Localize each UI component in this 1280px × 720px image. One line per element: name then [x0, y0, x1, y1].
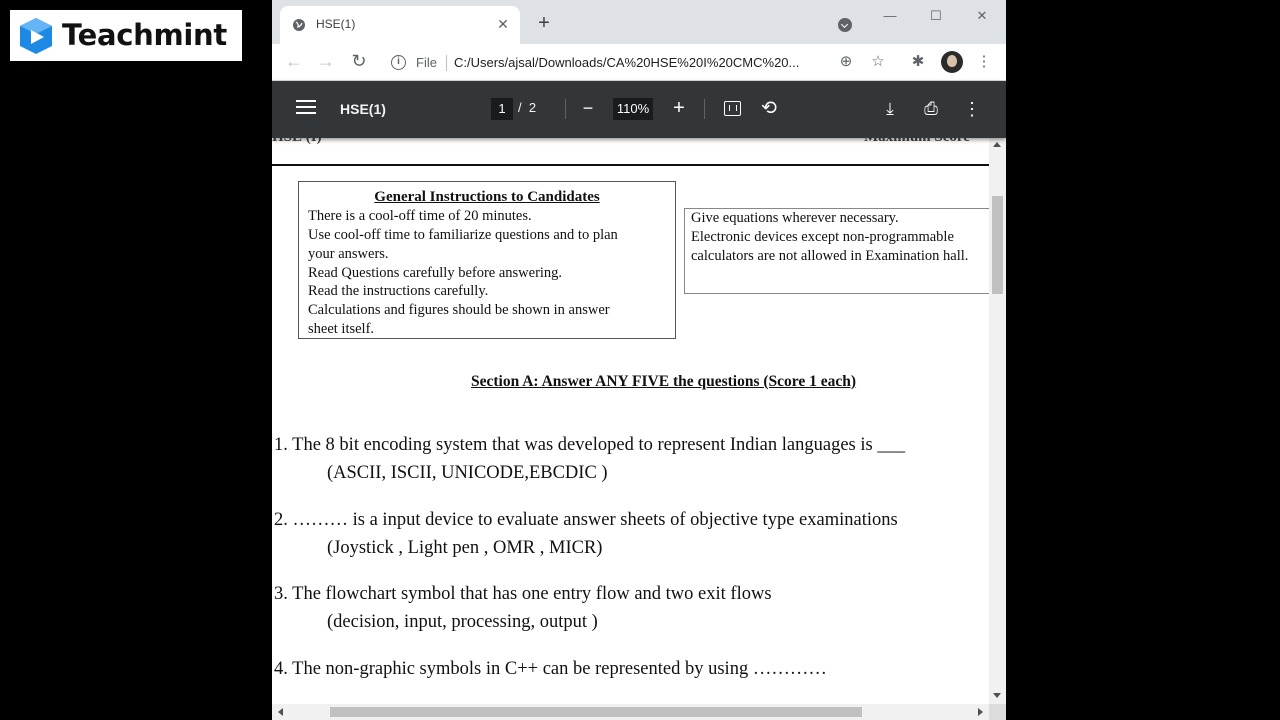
teachmint-logo-text: Teachmint: [62, 18, 227, 52]
instruction-line: Read the instructions carefully.: [308, 283, 489, 299]
instruction-line: sheet itself.: [308, 321, 375, 337]
scroll-down-arrow-icon[interactable]: [993, 693, 1001, 698]
address-bar[interactable]: [388, 49, 860, 77]
instruction-line: Read Questions carefully before answering.: [308, 265, 563, 281]
url-text[interactable]: C:/Users/ajsal/Downloads/CA%20HSE%20I%20CMC%20...: [454, 55, 800, 70]
question-1-options: (ASCII, ISCII, UNICODE,EBCDIC ): [327, 463, 608, 483]
zoom-out-button[interactable]: −: [582, 98, 594, 118]
note-line: calculators are not allowed in Examination hall.: [691, 248, 969, 264]
fit-page-icon[interactable]: [724, 101, 741, 116]
teachmint-logo: [10, 10, 242, 61]
note-line: Give equations wherever necessary.: [691, 210, 899, 226]
zoom-icon[interactable]: ⊕: [839, 53, 853, 70]
avatar-face: [947, 55, 957, 67]
back-button[interactable]: ←: [285, 51, 303, 71]
total-pages: 2: [528, 100, 537, 115]
page-number-input[interactable]: 1: [491, 98, 513, 120]
info-icon[interactable]: i: [391, 55, 406, 70]
pdf-menu-icon[interactable]: [296, 100, 316, 116]
section-title: Section A: Answer ANY FIVE the questions (Score 1 each): [471, 373, 857, 390]
tab-title: HSE(1): [316, 17, 356, 31]
rotate-icon[interactable]: ⟲: [761, 98, 777, 119]
horizontal-scroll-thumb[interactable]: [330, 707, 862, 717]
omnibox-separator: [446, 55, 447, 71]
question-3: 3. The flowchart symbol that has one entry flow and two exit flows: [274, 584, 772, 604]
page-separator: /: [518, 100, 522, 115]
instruction-line: Calculations and figures should be shown in answer: [308, 302, 610, 318]
close-window-button[interactable]: ✕: [976, 8, 988, 23]
bookmark-star-icon[interactable]: ☆: [871, 53, 885, 70]
header-rule: [272, 164, 989, 166]
instructions-title: General Instructions to Candidates: [374, 189, 600, 205]
toolbar-divider: [565, 99, 566, 119]
instruction-line: your answers.: [308, 246, 389, 262]
forward-button[interactable]: →: [317, 51, 335, 71]
zoom-level-input[interactable]: 110%: [613, 98, 653, 120]
extensions-icon[interactable]: ✱: [911, 53, 925, 70]
vertical-scroll-thumb[interactable]: [992, 196, 1003, 294]
pdf-toolbar: [272, 81, 1006, 138]
scrollbar-corner: [989, 704, 1006, 720]
instruction-line: There is a cool-off time of 20 minutes.: [308, 208, 532, 224]
question-1: 1. The 8 bit encoding system that was developed to represent Indian languages is ___: [274, 435, 906, 455]
instruction-line: Use cool-off time to familiarize questions and to plan: [308, 227, 618, 243]
page-count: [518, 100, 536, 115]
profile-avatar[interactable]: [941, 51, 963, 73]
note-line: Electronic devices except non-programmable: [691, 229, 954, 245]
scroll-up-arrow-icon[interactable]: [993, 142, 1001, 147]
tab-close-icon[interactable]: ✕: [497, 16, 509, 32]
tab-hse[interactable]: [280, 6, 520, 44]
scroll-right-arrow-icon[interactable]: [978, 708, 983, 716]
notes-box: [684, 208, 994, 294]
scheme-label: File: [416, 55, 437, 70]
instructions-box: [298, 181, 676, 339]
browser-toolbar: [272, 44, 1006, 81]
question-4: 4. The non-graphic symbols in C++ can be represented by using …………: [274, 659, 827, 679]
scroll-left-arrow-icon[interactable]: [278, 708, 283, 716]
minimize-button[interactable]: —: [883, 8, 897, 23]
question-3-options: (decision, input, processing, output ): [327, 612, 598, 632]
new-tab-button[interactable]: +: [538, 12, 550, 34]
question-2-options: (Joystick , Light pen , OMR , MICR): [327, 538, 603, 558]
pdf-title: HSE(1): [340, 101, 386, 117]
pdf-page: [272, 138, 989, 704]
print-icon[interactable]: ⎙: [924, 99, 938, 118]
browser-menu-icon[interactable]: ⋮: [976, 53, 992, 70]
pdf-more-icon[interactable]: ⋮: [963, 99, 981, 119]
teachmint-logo-icon: [16, 16, 56, 56]
zoom-in-button[interactable]: +: [673, 97, 685, 119]
toolbar-divider: [704, 99, 705, 119]
browser-window: [272, 0, 1006, 720]
download-icon[interactable]: ⤓: [886, 99, 894, 118]
tab-search-icon[interactable]: [838, 18, 852, 32]
reload-button[interactable]: ↻: [351, 51, 367, 71]
horizontal-scrollbar[interactable]: [272, 704, 989, 720]
question-2: 2. ……… is a input device to evaluate answer sheets of objective type examinations: [274, 510, 898, 530]
globe-icon: [292, 18, 306, 32]
tab-bar: [272, 0, 1006, 44]
maximize-button[interactable]: ☐: [930, 8, 942, 23]
vertical-scrollbar[interactable]: [989, 138, 1006, 704]
